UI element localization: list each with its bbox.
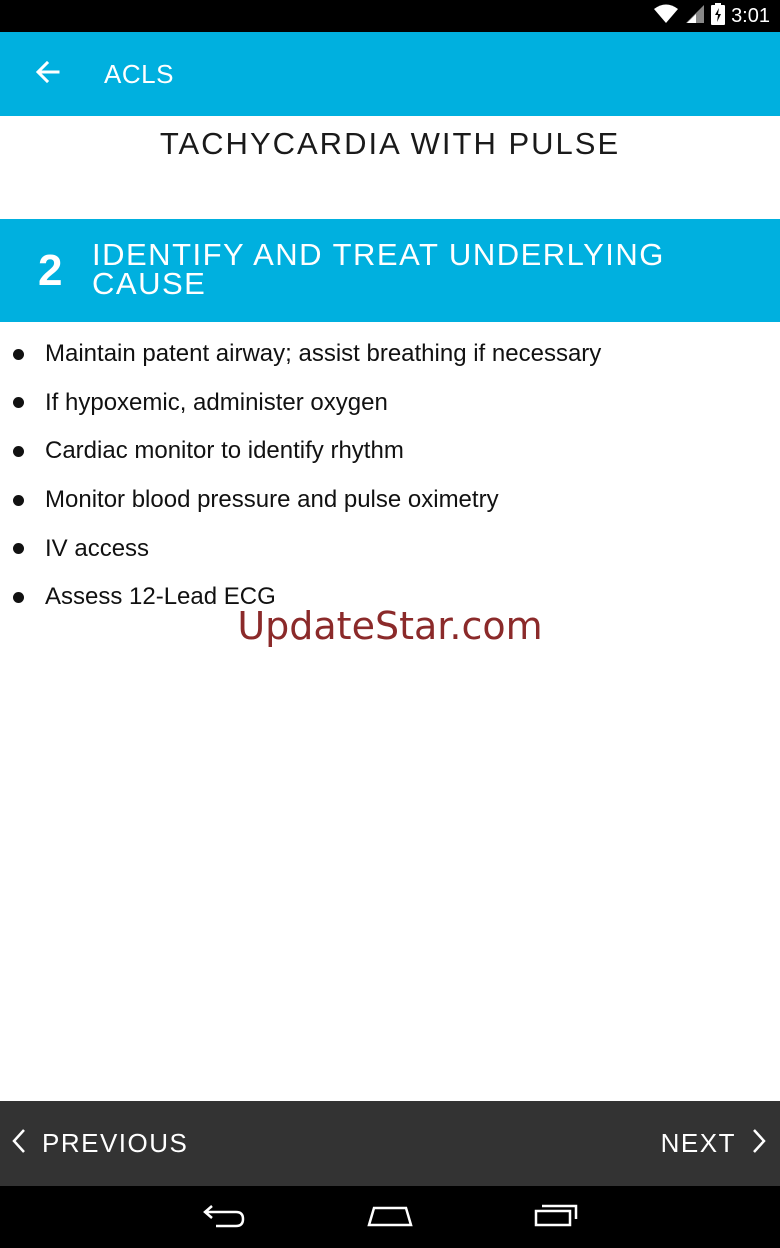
back-icon <box>202 1202 246 1233</box>
signal-icon <box>685 4 705 29</box>
status-bar <box>0 0 780 32</box>
bullet-icon <box>13 446 24 457</box>
chevron-right-icon <box>750 1128 768 1159</box>
page-title: TACHYCARDIA WITH PULSE <box>159 126 621 161</box>
bullet-icon <box>13 592 24 603</box>
previous-label: PREVIOUS <box>42 1128 189 1158</box>
watermark: UpdateStar.com <box>237 604 543 648</box>
list-item-text: Monitor blood pressure and pulse oximetry <box>45 486 499 514</box>
status-icons <box>653 0 770 32</box>
next-button[interactable] <box>661 1101 768 1186</box>
step-title: IDENTIFY AND TREAT UNDERLYING CAUSE <box>92 237 665 301</box>
list-item <box>0 427 780 476</box>
app-bar <box>0 32 780 116</box>
bullet-icon <box>13 349 24 360</box>
arrow-left-icon <box>36 61 60 88</box>
status-time: 3:01 <box>731 4 770 27</box>
system-recents-button[interactable] <box>526 1194 586 1240</box>
list-item-text: Maintain patent airway; assist breathing if necessary <box>45 340 602 368</box>
system-home-button[interactable] <box>360 1194 420 1240</box>
footer-nav <box>0 1101 780 1186</box>
wifi-icon <box>653 4 679 29</box>
step-number: 2 <box>38 246 63 295</box>
recents-icon <box>533 1202 579 1233</box>
previous-button[interactable] <box>10 1101 188 1186</box>
back-button[interactable] <box>28 52 68 96</box>
list-item <box>0 330 780 379</box>
list-item-text: IV access <box>45 534 150 562</box>
bullet-icon <box>13 495 24 506</box>
system-back-button[interactable] <box>194 1194 254 1240</box>
list-item <box>0 524 780 573</box>
list-item-text: Assess 12-Lead ECG <box>45 583 276 611</box>
chevron-left-icon <box>10 1128 28 1159</box>
list-item-text: Cardiac monitor to identify rhythm <box>45 437 404 465</box>
battery-icon <box>711 3 725 30</box>
list-item-text: If hypoxemic, administer oxygen <box>45 388 388 416</box>
next-label: NEXT <box>660 1128 736 1158</box>
system-nav-bar <box>0 1186 780 1248</box>
list-item <box>0 379 780 428</box>
list-item <box>0 476 780 525</box>
bullet-icon <box>13 397 24 408</box>
bullet-list <box>0 330 780 622</box>
bullet-icon <box>13 543 24 554</box>
app-title: ACLS <box>104 59 174 89</box>
home-icon <box>366 1202 414 1233</box>
